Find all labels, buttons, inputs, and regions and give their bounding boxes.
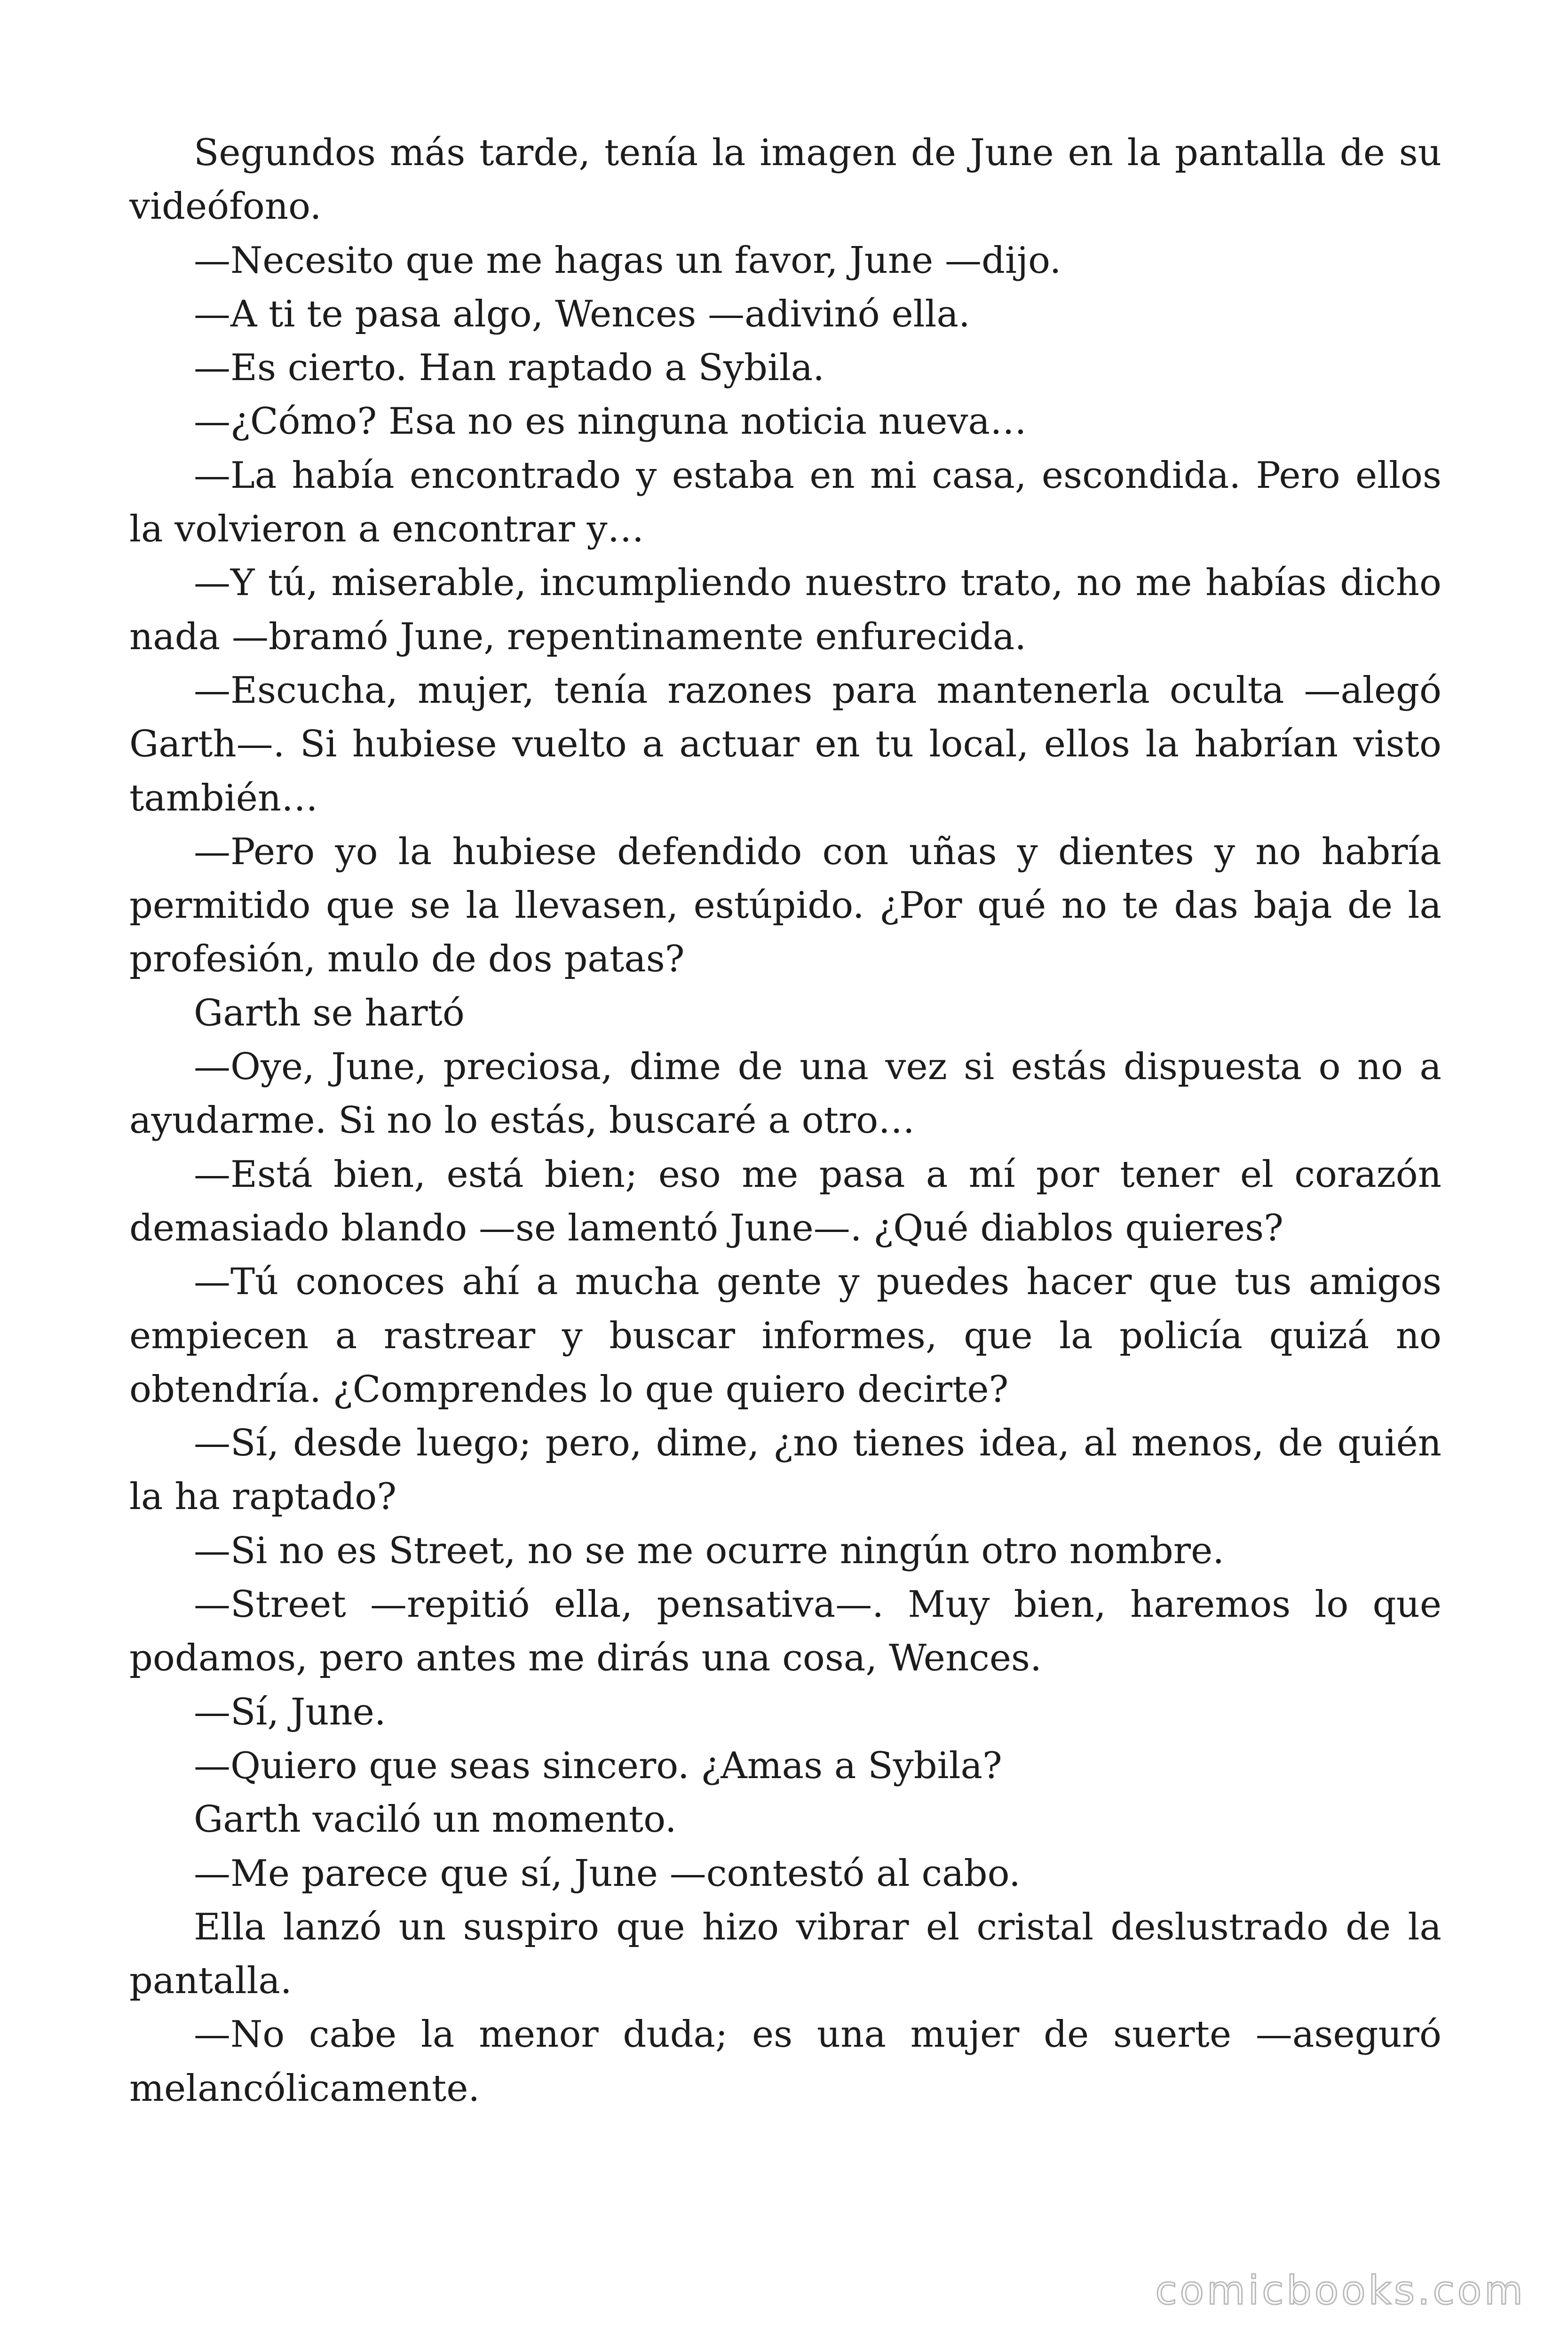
paragraph: —Y tú, miserable, incumpliendo nuestro trato, no me habías dicho nada —bramó June, repentinamente enfurecida. [129,562,1441,658]
paragraph: —Necesito que me hagas un favor, June —dijo. [194,239,1061,282]
paragraph: —No cabe la menor duda; es una mujer de suerte —aseguró melancólicamente. [129,2013,1441,2110]
paragraph: —Tú conoces ahí a mucha gente y puedes hacer que tus amigos empiecen a rastrear y buscar informes, que la policía quizá no obtendría. ¿Comprendes lo que quiero decirte? [129,1261,1441,1411]
page-text [129,126,1441,2115]
paragraph: —Sí, June. [194,1691,386,1733]
paragraph: Ella lanzó un suspiro que hizo vibrar el cristal deslustrado de la pantalla. [129,1906,1441,2002]
paragraph: —A ti te pasa algo, Wences —adivinó ella. [194,293,970,335]
paragraph: Garth se hartó [194,992,465,1034]
paragraph: —Si no es Street, no se me ocurre ningún otro nombre. [194,1529,1225,1572]
paragraph: —Pero yo la hubiese defendido con uñas y dientes y no habría permitido que se la llevasen, estúpido. ¿Por qué no te das baja de la profesión, mulo de dos patas? [129,830,1441,981]
paragraph: —Escucha, mujer, tenía razones para mantenerla oculta —alegó Garth—. Si hubiese vuelto a actuar en tu local, ellos la habrían visto también… [129,669,1441,819]
paragraph: —Street —repitió ella, pensativa—. Muy bien, haremos lo que podamos, pero antes me dirás una cosa, Wences. [129,1583,1441,1680]
paragraph: —Oye, June, preciosa, dime de una vez si estás dispuesta o no a ayudarme. Si no lo estás, buscaré a otro… [129,1046,1441,1142]
paragraph: —¿Cómo? Esa no es ninguna noticia nueva… [194,400,1027,443]
paragraph: Segundos más tarde, tenía la imagen de June en la pantalla de su videófono. [129,132,1441,228]
paragraph: —Quiero que seas sincero. ¿Amas a Sybila? [194,1744,1002,1787]
paragraph: —Está bien, está bien; eso me pasa a mí por tener el corazón demasiado blando —se lamentó June—. ¿Qué diablos quieres? [129,1153,1441,1249]
paragraph: —Es cierto. Han raptado a Sybila. [194,347,825,389]
paragraph: Garth vaciló un momento. [194,1798,677,1841]
paragraph: —Me parece que sí, June —contestó al cabo. [194,1852,1021,1895]
paragraph: —Sí, desde luego; pero, dime, ¿no tienes idea, al menos, de quién la ha raptado? [129,1422,1441,1518]
paragraph: —La había encontrado y estaba en mi casa, escondida. Pero ellos la volvieron a encontrar y… [129,454,1441,551]
watermark: comicbooks.com [1155,2267,1526,2313]
